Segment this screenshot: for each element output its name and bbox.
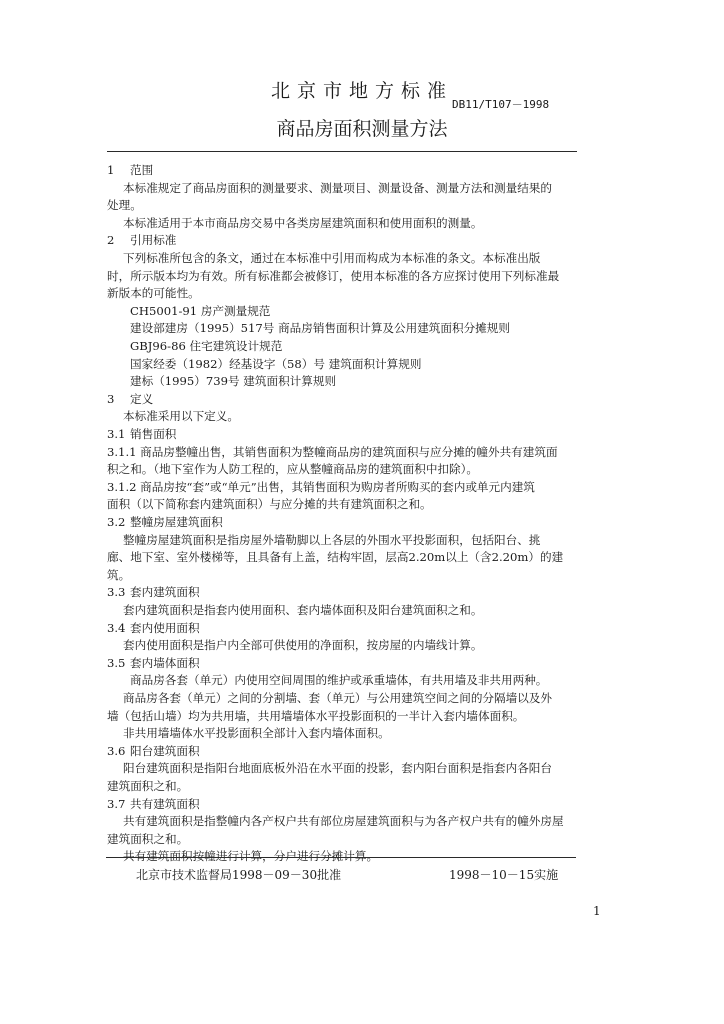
section-number: 3.7 (107, 796, 126, 811)
section-number: 3 (107, 391, 115, 406)
section-heading: 定义 (130, 391, 154, 406)
body-line: 建筑面积之和。 (107, 831, 189, 846)
body-line: 非共用墙墙体水平投影面积全部计入套内墙体面积。 (123, 726, 390, 741)
section-heading: 范围 (130, 163, 154, 177)
section-heading: 阳台建筑面积 (130, 743, 200, 758)
section-number: 3.5 (107, 655, 126, 670)
body-line: 整幢房屋建筑面积是指房屋外墙勒脚以上各层的外围水平投影面积，包括阳台、挑 (123, 532, 541, 547)
body-line: 面积（以下简称套内建筑面积）与应分摊的共有建筑面积之和。 (107, 497, 432, 512)
section-heading: 套内墙体面积 (130, 655, 200, 670)
standard-code: DB11/T107－1998 (452, 98, 550, 111)
body-line: 新版本的可能性。 (107, 286, 200, 301)
approval-date: 北京市技术监督局1998－09－30批准 (136, 868, 342, 882)
body-line: 下列标准所包含的条文，通过在本标准中引用而构成为本标准的条文。本标准出版 (123, 251, 541, 265)
section-heading: 共有建筑面积 (130, 796, 200, 811)
section-number: 2 (107, 233, 115, 248)
section-number: 1 (107, 163, 115, 177)
body-line: 建设部建房（1995）517号 商品房销售面积计算及公用建筑面积分摊规则 (130, 321, 510, 336)
body-line: 筑。 (107, 567, 131, 582)
section-number: 3.4 (107, 620, 126, 635)
section-heading: 套内建筑面积 (130, 585, 200, 600)
body-line: 3.1.2 商品房按“套”或“单元”出售，其销售面积为购房者所购买的套内或单元内建筑 (107, 479, 535, 494)
section-number: 3.2 (107, 515, 126, 529)
section-heading: 销售面积 (130, 427, 177, 441)
section-heading: 整幢房屋建筑面积 (130, 515, 223, 529)
body-line: 廊、地下室、室外楼梯等，且具备有上盖，结构牢固，层高2.20m以上（含2.20m）的建 (107, 550, 564, 565)
body-line: 墙（包括山墙）均为共用墙，共用墙墙体水平投影面积的一半计入套内墙体面积。 (107, 708, 525, 723)
body-line: 套内使用面积是指户内全部可供使用的净面积，按房屋的内墙线计算。 (123, 638, 483, 653)
body-line: 阳台建筑面积是指阳台地面底板外沿在水平面的投影，套内阳台面积是指套内各阳台 (123, 761, 552, 776)
section-number: 3.6 (107, 743, 126, 758)
body-line: CH5001-91 房产测量规范 (130, 303, 271, 318)
body-line: 商品房各套（单元）之间的分割墙、套（单元）与公用建筑空间之间的分隔墙以及外 (123, 691, 552, 705)
body-line: 国家经委（1982）经基设字（58）号 建筑面积计算规则 (130, 356, 422, 371)
body-line: 3.1.1 商品房整幢出售，其销售面积为整幢商品房的建筑面积与应分摊的幢外共有建筑面 (107, 444, 558, 459)
document-title: 商品房面积测量方法 (276, 118, 448, 140)
body-line: 本标准规定了商品房面积的测量要求、测量项目、测量设备、测量方法和测量结果的 (123, 180, 552, 195)
body-line: 积之和。（地下室作为人防工程的，应从整幢商品房的建筑面积中扣除）。 (107, 462, 478, 477)
section-heading: 引用标准 (130, 233, 177, 248)
body-line: 本标准采用以下定义。 (123, 409, 239, 424)
section-number: 3.1 (107, 427, 126, 441)
body-line: 处理。 (107, 198, 142, 213)
standard-title: 北京市地方标准 (270, 80, 453, 102)
body-line: 共有建筑面积按幢进行计算，分户进行分摊计算。 (123, 849, 379, 864)
body-line: 套内建筑面积是指套内使用面积、套内墙体面积及阳台建筑面积之和。 (123, 603, 483, 617)
section-number: 3.3 (107, 585, 126, 600)
section-heading: 套内使用面积 (130, 620, 200, 635)
footer-divider (106, 857, 576, 858)
body-line: 建筑面积之和。 (107, 779, 189, 793)
effective-date: 1998－10－15实施 (449, 868, 559, 882)
body-line: 时，所示版本均为有效。所有标准都会被修订，使用本标准的各方应探讨使用下列标准最 (107, 268, 560, 283)
page-number: 1 (593, 904, 601, 918)
body-line: 共有建筑面积是指整幢内各产权户共有部位房屋建筑面积与为各产权户共有的幢外房屋 (123, 814, 564, 829)
body-line: GBJ96-86 住宅建筑设计规范 (130, 339, 283, 353)
body-line: 建标（1995）739号 建筑面积计算规则 (130, 374, 337, 389)
body-line: 商品房各套（单元）内使用空间周围的维护或承重墙体，有共用墙及非共用两种。 (130, 673, 548, 688)
header-divider (107, 151, 577, 152)
body-line: 本标准适用于本市商品房交易中各类房屋建筑面积和使用面积的测量。 (123, 215, 483, 230)
